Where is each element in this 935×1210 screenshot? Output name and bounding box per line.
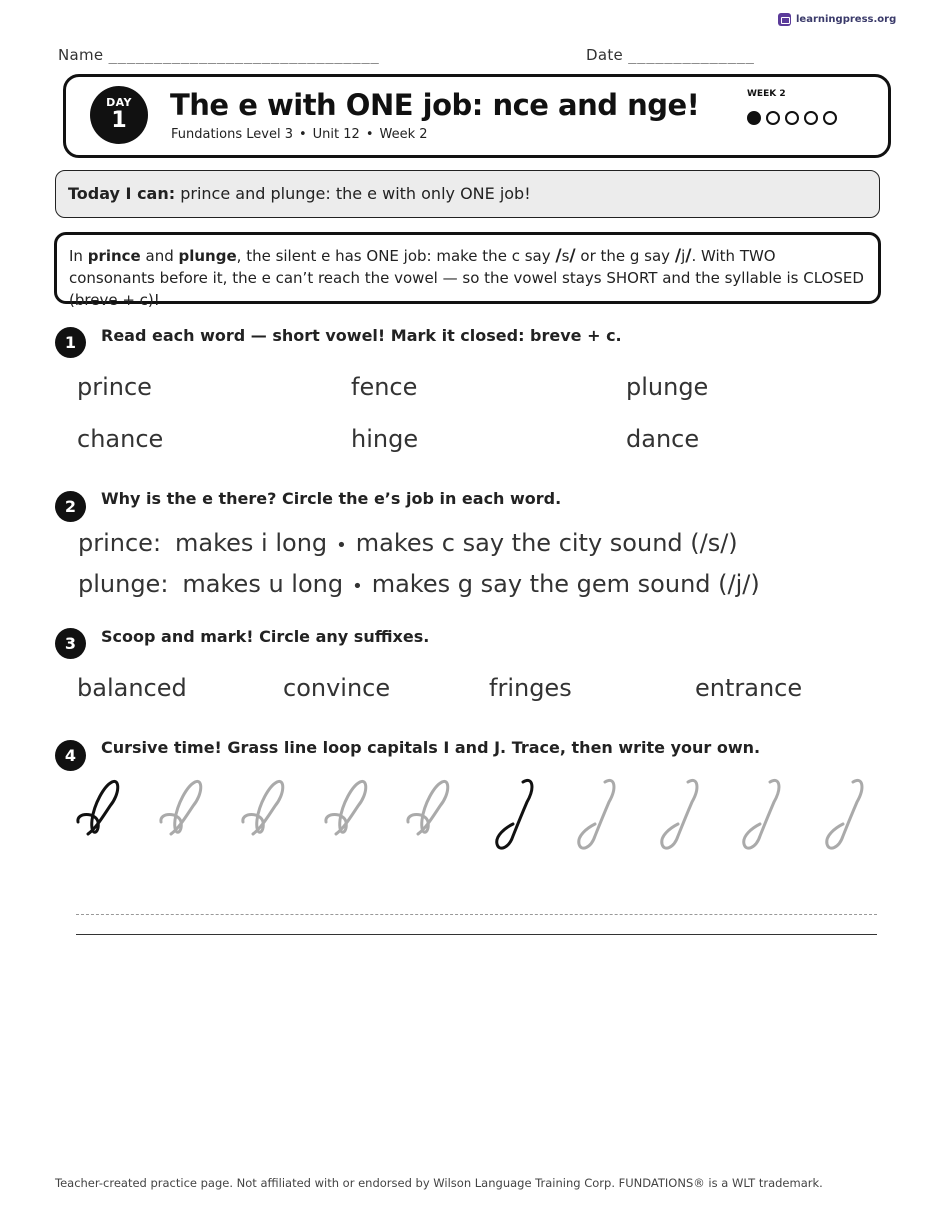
page-subtitle — [171, 127, 428, 142]
cursive-i-trace[interactable] — [235, 772, 291, 860]
info-text: , the silent e has ONE job: make the c say — [236, 247, 556, 265]
phoneme-j: /j/ — [674, 246, 692, 266]
section-title: Scoop and mark! Circle any suffixes. — [101, 627, 430, 646]
cursive-j-model — [483, 772, 539, 860]
bullet: • — [336, 535, 347, 556]
word-item[interactable]: fence — [351, 373, 418, 401]
info-keyword-prince: prince — [87, 247, 141, 265]
date-field[interactable] — [586, 46, 755, 64]
subtitle-separator: • — [365, 127, 374, 142]
info-keyword-plunge: plunge — [178, 247, 237, 265]
day-number: 1 — [111, 108, 127, 133]
section-number: 3 — [55, 628, 86, 659]
name-line: ______________________________ — [108, 48, 380, 64]
cursive-j-trace[interactable] — [813, 772, 869, 860]
footer-disclaimer: Teacher-created practice page. Not affiliated with or endorsed by Wilson Language Training Corp. FUNDATIONS® is a WLT trademark. — [55, 1176, 823, 1190]
choice-word: prince: — [78, 529, 162, 557]
week-label: WEEK 2 — [747, 89, 786, 99]
today-text: prince and plunge: the e with only ONE job! — [180, 184, 531, 203]
choice-option[interactable]: makes u long — [182, 570, 344, 598]
bullet: • — [352, 576, 363, 597]
subtitle-separator: • — [299, 127, 307, 142]
section-title: Why is the e there? Circle the e’s job in each word. — [101, 489, 562, 508]
word-item[interactable]: plunge — [626, 373, 709, 401]
choice-option[interactable]: makes g say the gem sound (/j/) — [371, 570, 760, 598]
cursive-j-trace[interactable] — [730, 772, 786, 860]
day-badge — [90, 86, 148, 144]
info-box — [54, 232, 881, 309]
cursive-i-trace[interactable] — [318, 772, 374, 860]
section-number: 4 — [55, 740, 86, 771]
word-item[interactable]: entrance — [695, 674, 803, 702]
today-label: Today I can: — [68, 184, 176, 203]
word-item[interactable]: hinge — [351, 425, 419, 453]
subtitle-week: Week 2 — [379, 127, 428, 142]
phoneme-s: /s/ — [555, 246, 576, 266]
baseline[interactable] — [76, 934, 877, 935]
word-item[interactable]: chance — [77, 425, 164, 453]
choice-word: plunge: — [78, 570, 169, 598]
page-title: The e with ONE job: nce and nge! — [170, 88, 700, 122]
word-item[interactable]: convince — [283, 674, 391, 702]
choice-option[interactable]: makes i long — [175, 529, 328, 557]
week-dot-empty — [785, 111, 799, 125]
section-title: Cursive time! Grass line loop capitals I and J. Trace, then write your own. — [101, 738, 761, 757]
info-text: or the g say — [575, 247, 675, 265]
subtitle-level: Fundations Level 3 — [171, 127, 293, 142]
word-item[interactable]: prince — [77, 373, 152, 401]
choice-row — [78, 529, 738, 557]
cursive-j-trace[interactable] — [648, 772, 704, 860]
info-text: . With TWO consonants before it, the e can’t reach the vowel — so the vowel stays SHORT and the syllable is CLOSED (breve + c)! — [69, 247, 864, 309]
week-dot-empty — [804, 111, 818, 125]
subtitle-unit: Unit 12 — [312, 127, 360, 142]
info-text: In — [69, 247, 88, 265]
section-number: 2 — [55, 491, 86, 522]
cursive-i-trace[interactable] — [400, 772, 456, 860]
brand-logo[interactable] — [778, 13, 896, 26]
date-line: ______________ — [628, 48, 755, 64]
section-title: Read each word — short vowel! Mark it closed: breve + c. — [101, 326, 622, 345]
cursive-j-trace[interactable] — [565, 772, 621, 860]
midline-dashed — [76, 914, 877, 915]
brand-text: learningpress.org — [796, 14, 897, 25]
word-item[interactable]: dance — [626, 425, 700, 453]
section-number: 1 — [55, 327, 86, 358]
info-text: and — [140, 247, 179, 265]
name-field[interactable] — [58, 46, 379, 64]
week-dot-empty — [766, 111, 780, 125]
today-i-can — [55, 170, 880, 218]
week-dot-filled — [747, 111, 761, 125]
choice-row — [78, 570, 760, 598]
word-item[interactable]: fringes — [489, 674, 572, 702]
day-label: DAY — [106, 96, 132, 109]
week-dot-empty — [823, 111, 837, 125]
date-label: Date — [586, 46, 624, 64]
week-progress — [747, 111, 837, 125]
book-icon — [778, 13, 791, 26]
word-item[interactable]: balanced — [77, 674, 187, 702]
choice-option[interactable]: makes c say the city sound (/s/) — [355, 529, 738, 557]
name-label: Name — [58, 46, 104, 64]
cursive-i-trace[interactable] — [153, 772, 209, 860]
cursive-i-model — [70, 772, 126, 860]
